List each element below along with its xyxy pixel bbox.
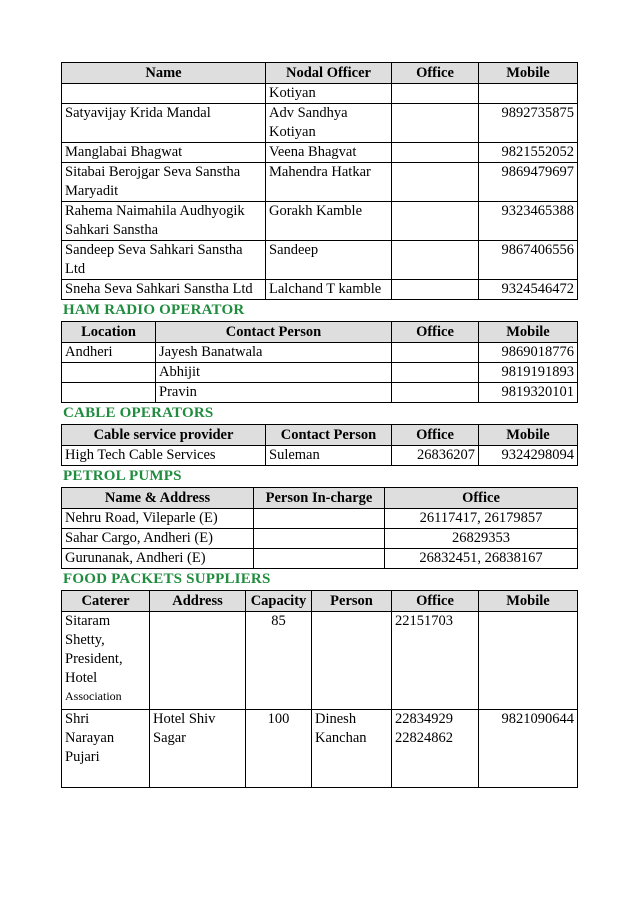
name-cell: Manglabai Bhagwat [62,143,266,163]
table-header-row [62,63,578,84]
section-heading-ham-radio: HAM RADIO OPERATOR [63,302,245,318]
section-heading-petrol-pumps: PETROL PUMPS [63,468,182,484]
caterer-line: Pujari [65,749,100,765]
person-cell: Abhijit [156,363,392,383]
column-header: Mobile [479,322,578,343]
office-cell [392,143,479,163]
section-heading-food-packets: FOOD PACKETS SUPPLIERS [63,571,271,587]
person-cell: Suleman [266,446,392,466]
column-header: Person [312,591,392,612]
column-header: Contact Person [156,322,392,343]
mobile-cell: 9869479697 [479,163,578,202]
column-header: Mobile [479,63,578,84]
office-cell: 26117417, 26179857 [385,509,578,529]
person-cell [254,509,385,529]
office-cell [392,343,479,363]
office-cell [392,241,479,280]
caterer-line: Sitaram [65,613,111,629]
cable-operators-table [61,424,578,466]
person-cell: Jayesh Banatwala [156,343,392,363]
office-cell [392,84,479,104]
column-header: Office [392,425,479,446]
column-header: Caterer [62,591,150,612]
table-row [62,84,578,104]
mobile-cell: 9819320101 [479,383,578,403]
table-row [62,280,578,300]
person-cell [312,612,392,710]
table-row [62,104,578,143]
officer-cell: Lalchand T kamble [266,280,392,300]
table-header-row [62,425,578,446]
document-page [61,62,577,788]
food-packets-table [61,590,578,788]
caterer-line: Shri [65,711,90,727]
name-address-cell: Sahar Cargo, Andheri (E) [62,529,254,549]
mobile-cell: 9821090644 [479,710,578,788]
mobile-cell [479,84,578,104]
column-header: Office [385,488,578,509]
mobile-cell: 9821552052 [479,143,578,163]
table-row [62,202,578,241]
address-cell: Hotel Shiv Sagar [150,710,246,788]
mobile-cell: 9323465388 [479,202,578,241]
column-header: Address [150,591,246,612]
office-cell [392,612,479,710]
table-row [62,383,578,403]
name-cell: Satyavijay Krida Mandal [62,104,266,143]
mobile-cell [479,612,578,710]
capacity-cell: 85 [246,612,312,710]
table-row [62,241,578,280]
name-address-cell: Nehru Road, Vileparle (E) [62,509,254,529]
table-row [62,343,578,363]
office-cell [392,280,479,300]
person-cell [254,529,385,549]
column-header: Contact Person [266,425,392,446]
table-row [62,612,578,710]
officer-cell: Veena Bhagvat [266,143,392,163]
office-cell [392,163,479,202]
column-header: Capacity [246,591,312,612]
caterer-line: Hotel [65,670,98,686]
office-cell: 26829353 [385,529,578,549]
name-address-cell: Gurunanak, Andheri (E) [62,549,254,569]
mobile-cell: 9819191893 [479,363,578,383]
officer-cell: Kotiyan [266,84,392,104]
officer-cell: Gorakh Kamble [266,202,392,241]
table-row [62,710,578,788]
officer-cell: Adv Sandhya Kotiyan [266,104,392,143]
table-header-row [62,591,578,612]
location-cell [62,383,156,403]
office-cell [392,202,479,241]
mobile-cell: 9867406556 [479,241,578,280]
name-cell: Sitabai Berojgar Seva Sanstha Maryadit [62,163,266,202]
table-row [62,163,578,202]
officer-cell: Sandeep [266,241,392,280]
section-heading-cable-operators: CABLE OPERATORS [63,405,214,421]
person-cell: Dinesh Kanchan [312,710,392,788]
caterer-line: Narayan [65,730,115,746]
name-cell: Sneha Seva Sahkari Sanstha Ltd [62,280,266,300]
table-row [62,549,578,569]
office-cell [392,104,479,143]
office-line: 22151703 [395,613,453,629]
column-header: Office [392,63,479,84]
provider-cell: High Tech Cable Services [62,446,266,466]
caterer-cell [62,612,150,710]
table-row [62,143,578,163]
location-cell: Andheri [62,343,156,363]
table-header-row [62,322,578,343]
caterer-line-small: Association [65,689,122,703]
table-row [62,529,578,549]
column-header: Person In-charge [254,488,385,509]
column-header: Location [62,322,156,343]
name-cell [62,84,266,104]
caterer-line: Shetty, [65,632,105,648]
office-cell [392,363,479,383]
mobile-cell: 9869018776 [479,343,578,363]
address-cell [150,612,246,710]
column-header: Name & Address [62,488,254,509]
name-cell: Sandeep Seva Sahkari Sanstha Ltd [62,241,266,280]
caterer-line: President, [65,651,123,667]
office-cell [392,383,479,403]
petrol-pumps-table [61,487,578,569]
table-row [62,363,578,383]
office-cell: 26832451, 26838167 [385,549,578,569]
column-header: Office [392,591,479,612]
mobile-cell: 9324546472 [479,280,578,300]
location-cell [62,363,156,383]
name-cell: Rahema Naimahila Audhyogik Sahkari Sanstha [62,202,266,241]
nodal-officer-table [61,62,578,300]
officer-cell: Mahendra Hatkar [266,163,392,202]
column-header: Cable service provider [62,425,266,446]
office-line: 22824862 [395,730,453,746]
office-line: 22834929 [395,711,453,727]
column-header: Mobile [479,591,578,612]
table-header-row [62,488,578,509]
column-header: Nodal Officer [266,63,392,84]
person-cell: Pravin [156,383,392,403]
person-cell [254,549,385,569]
column-header: Mobile [479,425,578,446]
mobile-cell: 9324298094 [479,446,578,466]
caterer-cell [62,710,150,788]
column-header: Office [392,322,479,343]
capacity-cell: 100 [246,710,312,788]
mobile-cell: 9892735875 [479,104,578,143]
ham-radio-table [61,321,578,403]
office-cell [392,710,479,788]
column-header: Name [62,63,266,84]
table-row [62,446,578,466]
office-cell: 26836207 [392,446,479,466]
table-row [62,509,578,529]
